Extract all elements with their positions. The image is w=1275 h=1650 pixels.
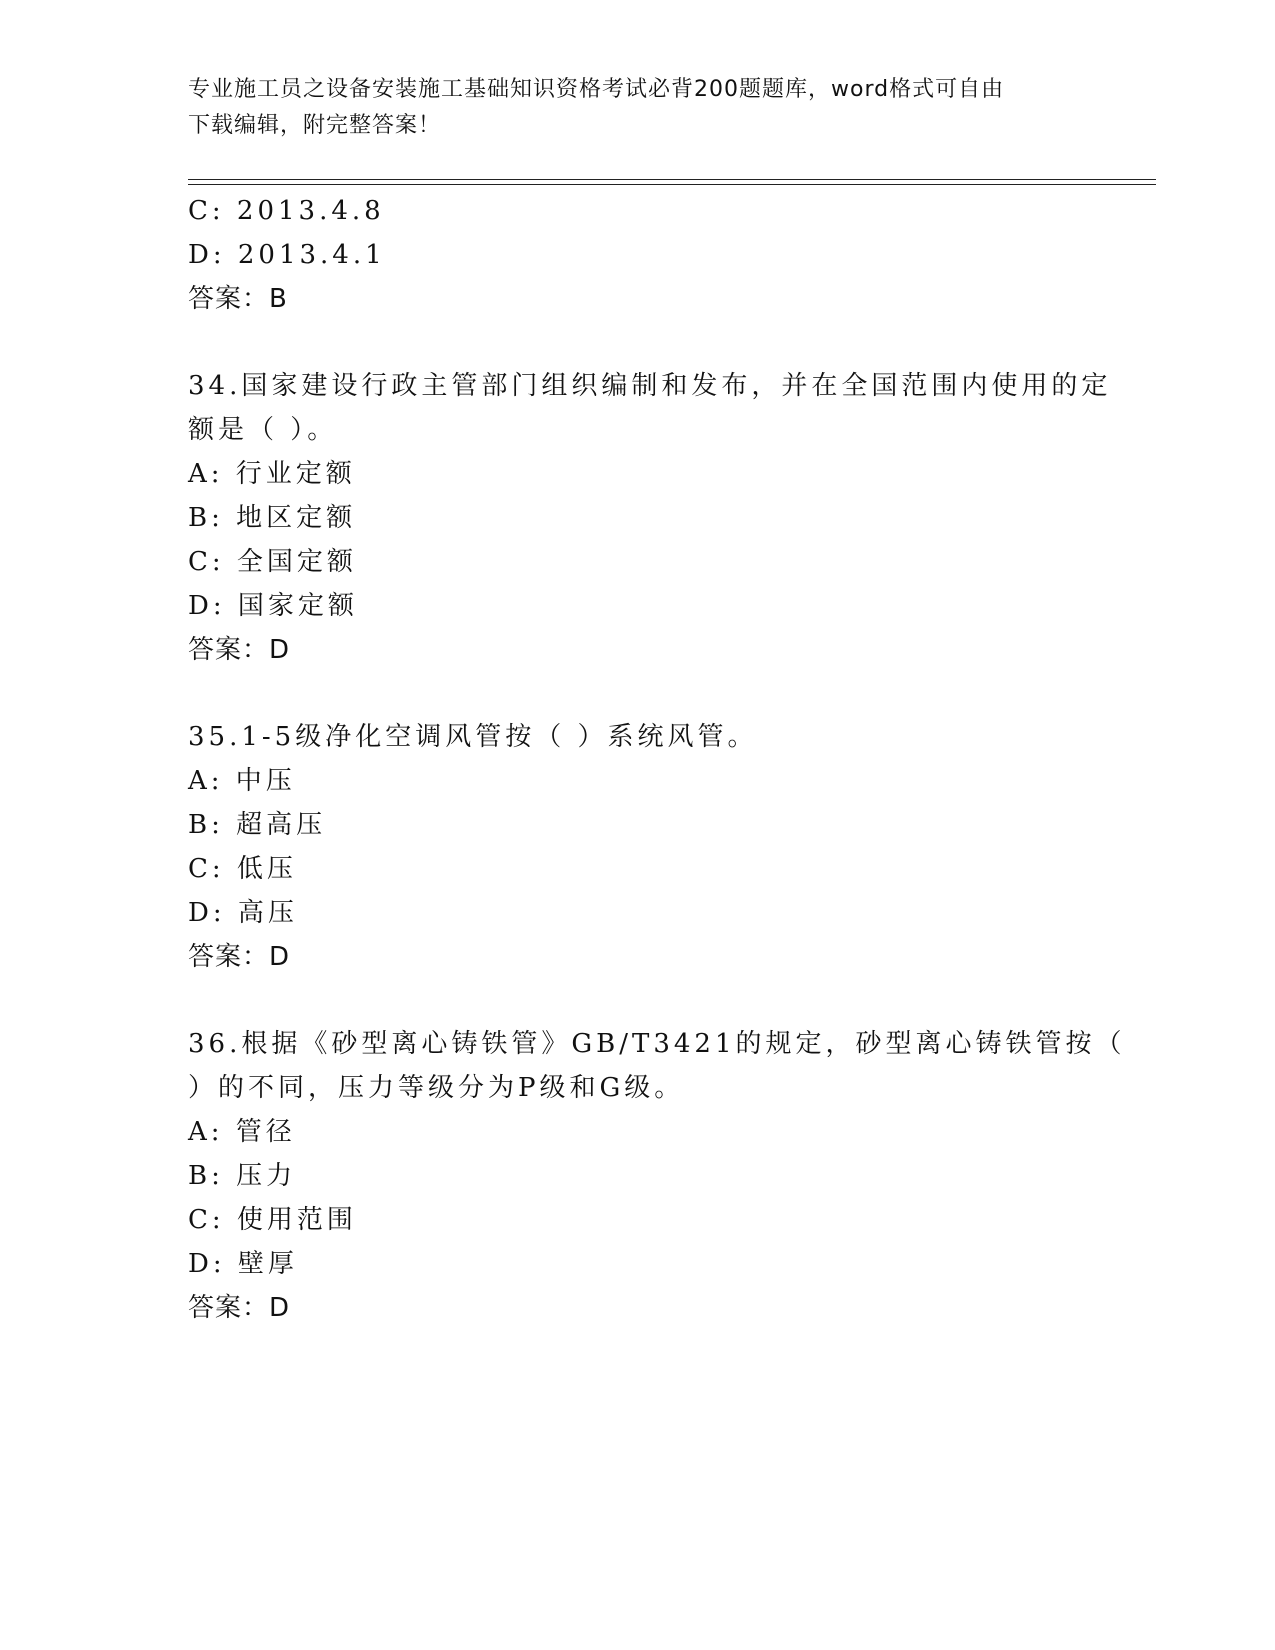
option-d: D: 2013.4.1 (188, 240, 386, 270)
question-stem: 36.根据《砂型离心铸铁管》GB/T3421的规定，砂型离心铸铁管按（ (188, 1029, 1126, 1059)
option-b: B: 超高压 (188, 810, 327, 840)
option-a: A: 行业定额 (188, 459, 356, 489)
option-c: C: 2013.4.8 (188, 196, 385, 226)
answer-line: 答案：B (188, 284, 288, 314)
option-a: A: 管径 (188, 1117, 296, 1147)
answer-line: 答案：D (188, 1293, 291, 1323)
answer-line: 答案：D (188, 942, 291, 972)
question-stem-continued: ）的不同，压力等级分为P级和G级。 (188, 1073, 685, 1103)
option-d: D: 国家定额 (188, 591, 358, 621)
header-line-1: 专业施工员之设备安装施工基础知识资格考试必背200题题库，word格式可自由 (188, 77, 1005, 102)
option-b: B: 地区定额 (188, 503, 357, 533)
header-divider-bottom (188, 184, 1156, 185)
option-c: C: 低压 (188, 854, 297, 884)
option-d: D: 高压 (188, 898, 298, 928)
option-b: B: 压力 (188, 1161, 297, 1191)
option-a: A: 中压 (188, 766, 296, 796)
header-line-2: 下载编辑，附完整答案！ (188, 113, 442, 138)
option-c: C: 使用范围 (188, 1205, 357, 1235)
answer-line: 答案：D (188, 635, 291, 665)
question-stem-continued: 额是（ ）。 (188, 415, 338, 445)
option-c: C: 全国定额 (188, 547, 357, 577)
question-stem: 35.1-5级净化空调风管按（ ）系统风管。 (188, 722, 758, 752)
document-header (188, 72, 1088, 144)
question-stem: 34.国家建设行政主管部门组织编制和发布，并在全国范围内使用的定 (188, 371, 1112, 401)
option-d: D: 壁厚 (188, 1249, 298, 1279)
header-divider-top (188, 179, 1156, 180)
